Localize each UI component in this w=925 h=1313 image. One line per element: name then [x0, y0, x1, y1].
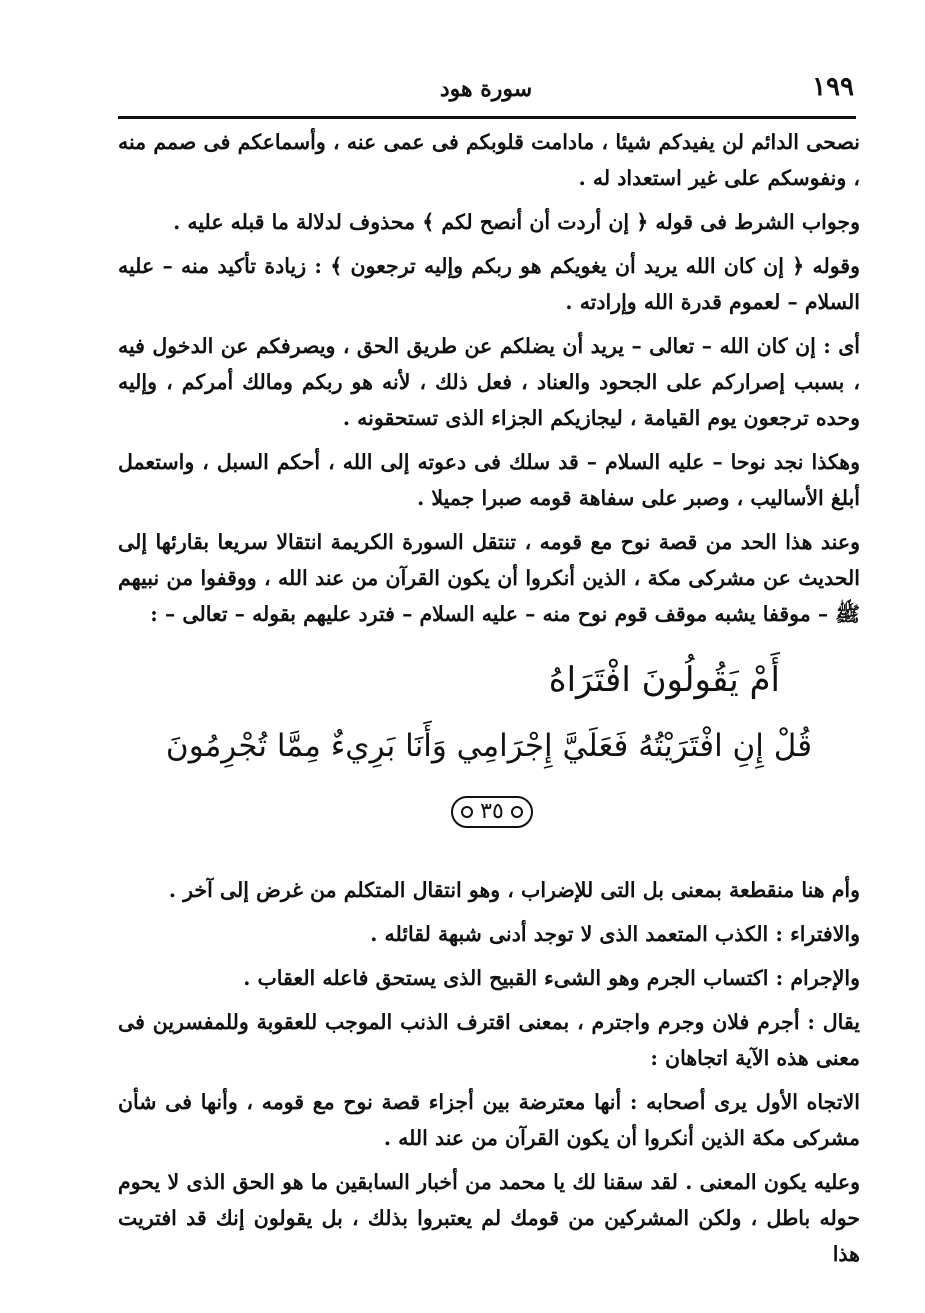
paragraph: يقال : أجرم فلان وجرم واجترم ، بمعنى اقترف الذنب الموجب للعقوبة وللمفسرين فى معنى هذه الآية اتجاهان :	[118, 1010, 860, 1070]
page-number: ١٩٩	[812, 72, 854, 102]
surah-title: سورة هود	[439, 76, 533, 102]
ornament-icon	[511, 806, 523, 818]
paragraph: الاتجاه الأول يرى أصحابه : أنها معترضة بين أجزاء قصة نوح مع قومه ، وأنها فى شأن مشركى مكة الذين أنكروا أن يكون القرآن من عند الله .	[118, 1090, 860, 1150]
paragraph: نصحى الدائم لن يفيدكم شيئا ، مادامت قلوبكم فى عمى عنه ، وأسماعكم فى صمم منه ، ونفوسكم على غير استعداد له .	[118, 130, 860, 190]
header-rule	[118, 116, 856, 119]
paragraph: وعند هذا الحد من قصة نوح مع قومه ، تنتقل السورة الكريمة انتقالا سريعا بقارئها إلى الحديث عن مشركى مكة ، الذين أنكروا أن يكون القرآن من عند الله ، ووقفوا من نبيهم ﷺ – موقفا يشبه موقف قوم نوح منه – عليه السلام – فترد عليهم بقوله – تعالى – :	[118, 530, 860, 626]
ayah-number: ٣٥	[480, 798, 504, 824]
page-header	[118, 72, 854, 112]
paragraph: وقوله ﴿ إن كان الله يريد أن يغويكم هو ربكم وإليه ترجعون ﴾ : زيادة تأكيد منه – عليه السلام – لعموم قدرة الله وإرادته .	[118, 254, 860, 314]
page-body	[118, 124, 860, 1280]
quran-verse	[118, 646, 860, 842]
ayah-number-marker	[451, 796, 533, 828]
verse-text: قُلْ إِنِ افْتَرَيْتُهُ فَعَلَيَّ إِجْرَامِي وَأَنَا بَرِيءٌ مِمَّا تُجْرِمُونَ	[165, 728, 813, 764]
paragraph: وجواب الشرط فى قوله ﴿ إن أردت أن أنصح لكم ﴾ محذوف لدلالة ما قبله عليه .	[173, 210, 860, 234]
paragraph: والإجرام : اكتساب الجرم وهو الشىء القبيح الذى يستحق فاعله العقاب .	[243, 966, 860, 990]
paragraph: وهكذا نجد نوحا – عليه السلام – قد سلك فى دعوته إلى الله ، أحكم السبل ، واستعمل أبلغ الأساليب ، وصبر على سفاهة قومه صبرا جميلا .	[118, 450, 860, 510]
paragraph: أى : إن كان الله – تعالى – يريد أن يضلكم عن طريق الحق ، ويصرفكم عن الدخول فيه ، بسبب إصراركم على الجحود والعناد ، فعل ذلك ، لأنه هو ربكم ومالك أمركم ، وإليه وحده ترجعون يوم القيامة ، ليجازيكم الجزاء الذى تستحقونه .	[118, 334, 860, 430]
paragraph: والافتراء : الكذب المتعمد الذى لا توجد أدنى شبهة لقائله .	[370, 922, 860, 946]
paragraph: وعليه يكون المعنى . لقد سقنا لك يا محمد من أخبار السابقين ما هو الحق الذى لا يحوم حوله باطل ، ولكن المشركين من قومك لم يعتبروا بذلك ، بل يقولون إنك قد افتريت هذا	[118, 1170, 860, 1266]
ornament-icon	[461, 806, 473, 818]
verse-line	[118, 714, 860, 842]
verse-line: أَمْ يَقُولُونَ افْتَرَاهُ	[548, 660, 780, 700]
paragraph: وأم هنا منقطعة بمعنى بل التى للإضراب ، وهو انتقال المتكلم من غرض إلى آخر .	[168, 878, 860, 902]
